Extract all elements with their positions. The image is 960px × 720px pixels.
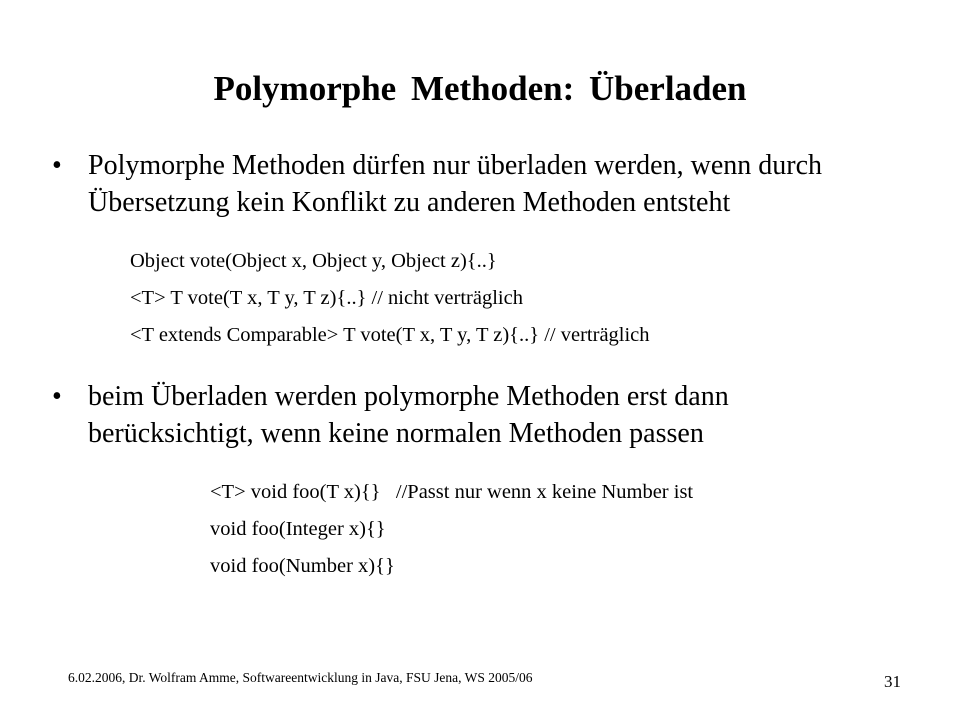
code-line: <T> void foo(T x){} //Passt nur wenn x keine Number ist bbox=[210, 481, 694, 503]
bullet-text-line: beim Überladen werden polymorphe Methoden erst dann bbox=[88, 381, 729, 412]
bullet-text-line: Übersetzung kein Konflikt zu anderen Methoden entsteht bbox=[88, 187, 731, 218]
code-line: <T extends Comparable> T vote(T x, T y, T z){..} // verträglich bbox=[130, 324, 650, 346]
code-line: void foo(Integer x){} bbox=[210, 518, 386, 540]
code-line: void foo(Number x){} bbox=[210, 555, 395, 577]
code-line: Object vote(Object x, Object y, Object z){..} bbox=[130, 250, 497, 272]
code-line: <T> T vote(T x, T y, T z){..} // nicht verträglich bbox=[130, 287, 523, 309]
bullet-icon: • bbox=[52, 381, 62, 412]
bullet-text bbox=[88, 378, 918, 452]
slide-title: Polymorphe Methoden: Überladen bbox=[213, 69, 747, 108]
bullet-text bbox=[88, 147, 918, 221]
bullet-text-line: berücksichtigt, wenn keine normalen Methoden passen bbox=[88, 418, 704, 449]
bullet-icon: • bbox=[52, 150, 62, 181]
slide-footer: 6.02.2006, Dr. Wolfram Amme, Softwareentwicklung in Java, FSU Jena, WS 2005/06 bbox=[68, 670, 533, 685]
bullet-text-line: Polymorphe Methoden dürfen nur überladen werden, wenn durch bbox=[88, 150, 823, 181]
page-number: 31 bbox=[884, 672, 901, 691]
